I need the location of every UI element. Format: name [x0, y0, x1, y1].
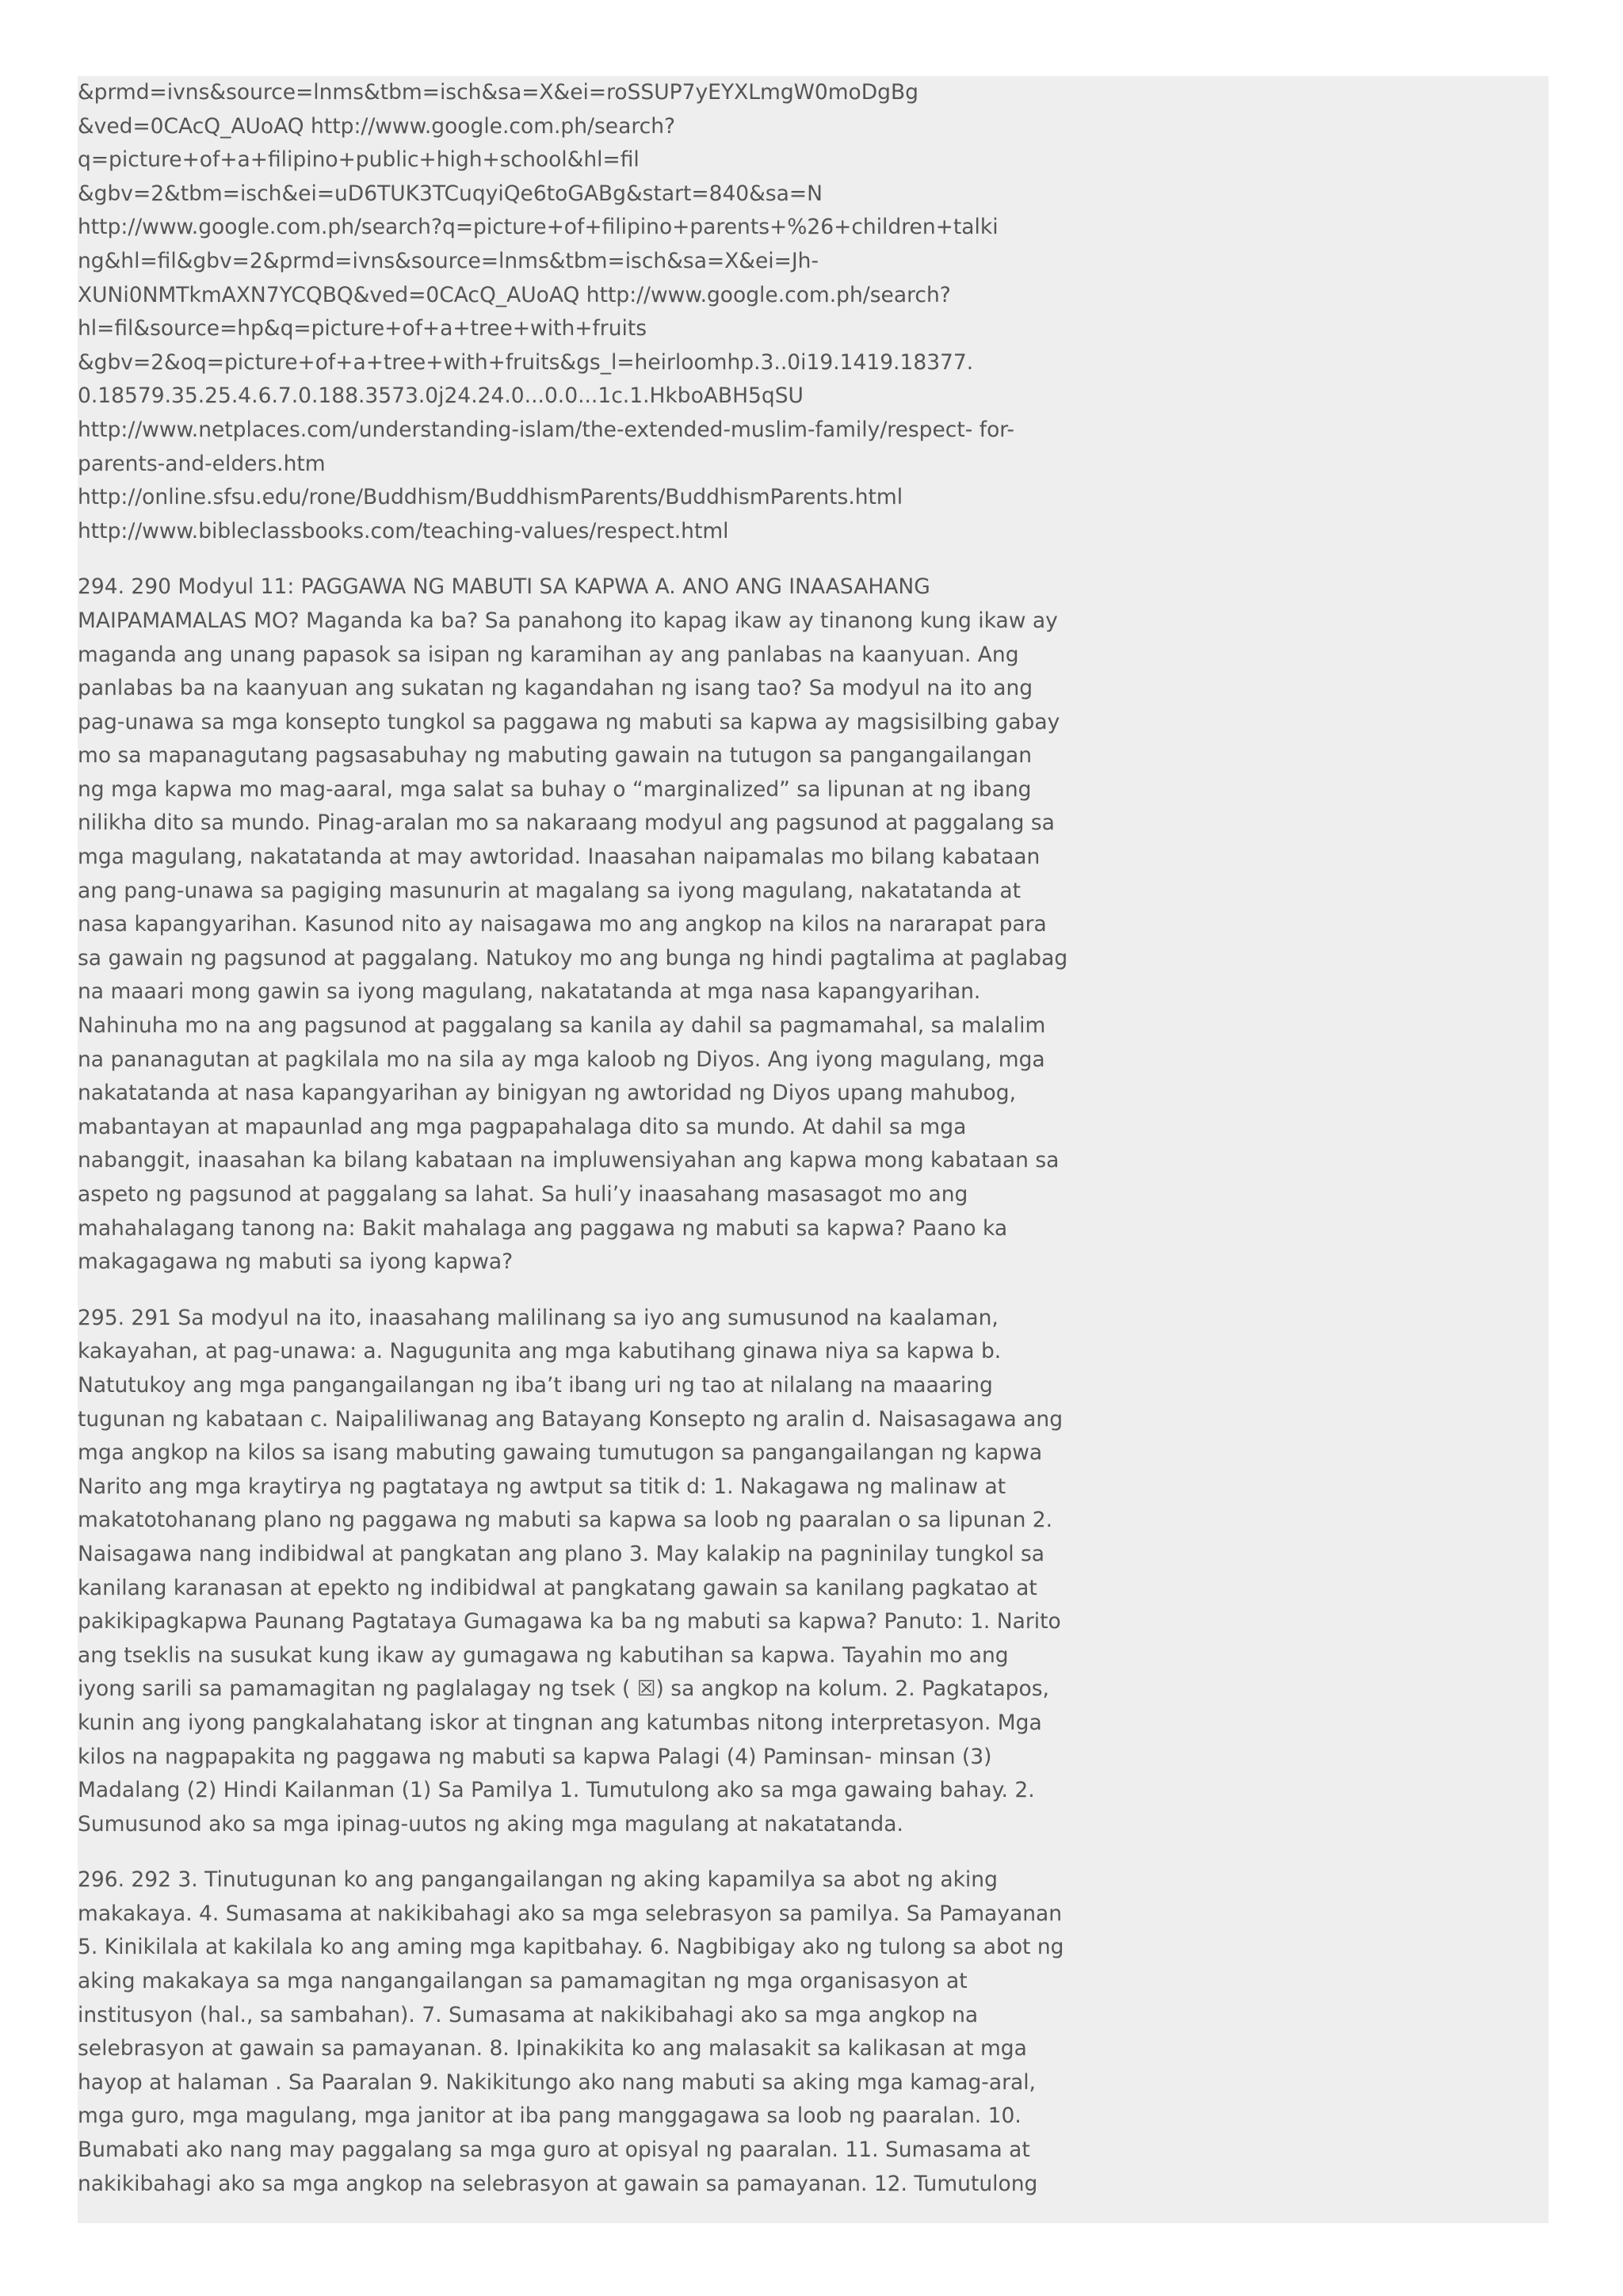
text-line: mahahalagang tanong na: Bakit mahalaga ang paggawa ng mabuti sa kapwa? Paano ka: [78, 1215, 1008, 1241]
text-line: http://www.bibleclassbooks.com/teaching-values/respect.html: [78, 518, 729, 543]
references-block: [78, 76, 1073, 548]
text-line: Naisagawa nang indibidwal at pangkatan ang plano 3. May kalakip na pagninilay tungkol sa: [78, 1541, 1045, 1566]
text-line: ng mga kapwa mo mag-aaral, mga salat sa buhay o “marginalized” sa lipunan at ng ibang: [78, 776, 1032, 802]
text-line: Sumusunod ako sa mga ipinag-uutos ng aking mga magulang at nakatatanda.: [78, 1811, 903, 1836]
text-line: &gbv=2&oq=picture+of+a+tree+with+fruits&gs_l=heirloomhp.3..0i19.1419.18377.: [78, 349, 974, 375]
paragraph-295: [78, 1302, 1073, 1842]
paragraph-296: [78, 1863, 1073, 2201]
text-line: pakikipagkapwa Paunang Pagtataya Gumagawa ka ba ng mabuti sa kapwa? Panuto: 1. Narito: [78, 1609, 1061, 1634]
text-line: kunin ang iyong pangkalahatang iskor at tingnan ang katumbas nitong interpretasyon. Mga: [78, 1710, 1042, 1735]
text-line: aspeto ng pagsunod at paggalang sa lahat. Sa huli’y inaasahang masasagot mo ang: [78, 1182, 968, 1207]
text-line: selebrasyon at gawain sa pamayanan. 8. Ipinakikita ko ang malasakit sa kalikasan at mga: [78, 2036, 1027, 2061]
text-line: kanilang karanasan at epekto ng indibidwal at pangkatang gawain sa kanilang pagkatao at: [78, 1575, 1037, 1600]
text-line: kakayahan, at pag-unawa: a. Nagugunita ang mga kabutihang ginawa niya sa kapwa b.: [78, 1339, 1002, 1364]
text-line: sa gawain ng pagsunod at paggalang. Natukoy mo ang bunga ng hindi pagtalima at paglabag: [78, 945, 1068, 971]
text-line: makakaya. 4. Sumasama at nakikibahagi ako sa mga selebrasyon sa pamilya. Sa Pamayanan: [78, 1901, 1063, 1926]
text-line: nakatatanda at nasa kapangyarihan ay binigyan ng awtoridad ng Diyos upang mahubog,: [78, 1081, 1016, 1106]
text-line: makatotohanang plano ng paggawa ng mabuti sa kapwa sa loob ng paaralan o sa lipunan 2.: [78, 1508, 1053, 1533]
text-line: 296. 292 3. Tinutugunan ko ang pangangailangan ng aking kapamilya sa abot ng aking: [78, 1867, 998, 1893]
text-line: XUNi0NMTkmAXN7YCQBQ&ved=0CAcQ_AUoAQ http://www.google.com.ph/search?: [78, 282, 951, 307]
paragraph-294: [78, 570, 1073, 1279]
text-line: Bumabati ako nang may paggalang sa mga guro at opisyal ng paaralan. 11. Sumasama at: [78, 2138, 1030, 2163]
text-line: mga guro, mga magulang, mga janitor at iba pang manggagawa sa loob ng paaralan. 10.: [78, 2103, 1022, 2129]
text-line: mga magulang, nakatatanda at may awtoridad. Inaasahan naipamalas mo bilang kabataan: [78, 845, 1041, 870]
text-line: http://www.netplaces.com/understanding-islam/the-extended-muslim-family/respect- for-: [78, 417, 1015, 442]
text-line: 0.18579.35.25.4.6.7.0.188.3573.0j24.24.0...0.0...1c.1.HkboABH5qSU: [78, 383, 804, 409]
text-line: ng&hl=fil&gbv=2&prmd=ivns&source=lnms&tbm=isch&sa=X&ei=Jh-: [78, 248, 819, 273]
text-line: pag-unawa sa mga konsepto tungkol sa paggawa ng mabuti sa kapwa ay magsisilbing gabay: [78, 709, 1060, 734]
text-line: 5. Kinikilala at kakilala ko ang aming mga kapitbahay. 6. Nagbibigay ako ng tulong sa abot ng: [78, 1935, 1064, 1960]
text-line: &gbv=2&tbm=isch&ei=uD6TUK3TCuqyiQe6toGABg&start=840&sa=N: [78, 181, 823, 206]
text-line: parents-and-elders.htm: [78, 451, 326, 476]
text-line: aking makakaya sa mga nangangailangan sa pamamagitan ng mga organisasyon at: [78, 1969, 968, 1994]
text-line: kilos na nagpapakita ng paggawa ng mabuti sa kapwa Palagi (4) Paminsan- minsan (3): [78, 1744, 992, 1769]
text-line: maganda ang unang papasok sa isipan ng karamihan ay ang panlabas na kaanyuan. Ang: [78, 642, 1019, 667]
text-line: nabanggit, inaasahan ka bilang kabataan na impluwensiyahan ang kapwa mong kabataan sa: [78, 1148, 1060, 1173]
text-line: ang tseklis na susukat kung ikaw ay gumagawa ng kabutihan sa kapwa. Tayahin mo ang: [78, 1642, 1009, 1668]
text-line: ang pang-unawa sa pagiging masunurin at magalang sa iyong magulang, nakatatanda at: [78, 878, 1021, 903]
text-line: 294. 290 Modyul 11: PAGGAWA NG MABUTI SA KAPWA A. ANO ANG INAASAHANG: [78, 574, 930, 600]
text-line: nakikibahagi ako sa mga angkop na selebrasyon at gawain sa pamayanan. 12. Tumutulong: [78, 2171, 1038, 2196]
text-line: Narito ang mga kraytirya ng pagtataya ng awtput sa titik d: 1. Nakagawa ng malinaw at: [78, 1474, 1006, 1499]
text-line: nasa kapangyarihan. Kasunod nito ay naisagawa mo ang angkop na kilos na nararapat para: [78, 912, 1047, 937]
text-line: nilikha dito sa mundo. Pinag-aralan mo sa nakaraang modyul ang pagsunod at paggalang sa: [78, 810, 1055, 836]
text-line: &prmd=ivns&source=lnms&tbm=isch&sa=X&ei=roSSUP7yEYXLmgW0moDgBg: [78, 80, 918, 105]
text-line: hl=fil&source=hp&q=picture+of+a+tree+with+fruits: [78, 316, 647, 341]
text-line: panlabas ba na kaanyuan ang sukatan ng kagandahan ng isang tao? Sa modyul na ito ang: [78, 676, 1033, 701]
text-line: na pananagutan at pagkilala mo na sila ay mga kaloob ng Diyos. Ang iyong magulang, mga: [78, 1047, 1045, 1072]
text-line: mga angkop na kilos sa isang mabuting gawaing tumutugon sa pangangailangan ng kapwa: [78, 1440, 1043, 1466]
text-line: mabantayan at mapaunlad ang mga pagpapahalaga dito sa mundo. At dahil sa mga: [78, 1114, 967, 1139]
text-line: hayop at halaman . Sa Paaralan 9. Nakikitungo ako nang mabuti sa aking mga kamag-aral,: [78, 2069, 1036, 2095]
text-line: mo sa mapanagutang pagsasabuhay ng mabuting gawain na tutugon sa pangangailangan: [78, 743, 1033, 769]
text-line: tugunan ng kabataan c. Naipaliliwanag ang Batayang Konsepto ng aralin d. Naisasagawa ang: [78, 1406, 1064, 1432]
text-line: q=picture+of+a+filipino+public+high+school&hl=fil: [78, 147, 640, 173]
text-line: Natutukoy ang mga pangangailangan ng iba’t ibang uri ng tao at nilalang na maaaring: [78, 1372, 993, 1398]
text-line: 295. 291 Sa modyul na ito, inaasahang malilinang sa iyo ang sumusunod na kaalaman,: [78, 1305, 999, 1330]
text-line: na maaari mong gawin sa iyong magulang, nakatatanda at mga nasa kapangyarihan.: [78, 979, 981, 1005]
text-line: MAIPAMAMALAS MO? Maganda ka ba? Sa panahong ito kapag ikaw ay tinanong kung ikaw ay: [78, 608, 1058, 633]
document-text: [78, 76, 1073, 2223]
text-line: Madalang (2) Hindi Kailanman (1) Sa Pamilya 1. Tumutulong ako sa mga gawaing bahay. 2.: [78, 1778, 1035, 1803]
text-line: Nahinuha mo na ang pagsunod at paggalang sa kanila ay dahil sa pagmamahal, sa malalim: [78, 1013, 1046, 1039]
text-line: http://online.sfsu.edu/rone/Buddhism/BuddhismParents/BuddhismParents.html: [78, 485, 903, 510]
text-line: makagagawa ng mabuti sa iyong kapwa?: [78, 1249, 514, 1275]
text-line: iyong sarili sa pamamagitan ng paglalagay ng tsek ( ☒) sa angkop na kolum. 2. Pagkatapos,: [78, 1676, 1049, 1702]
text-line: &ved=0CAcQ_AUoAQ http://www.google.com.ph/search?: [78, 113, 676, 139]
text-line: http://www.google.com.ph/search?q=picture+of+filipino+parents+%26+children+talki: [78, 215, 999, 240]
text-line: institusyon (hal., sa sambahan). 7. Sumasama at nakikibahagi ako sa mga angkop na: [78, 2002, 979, 2027]
